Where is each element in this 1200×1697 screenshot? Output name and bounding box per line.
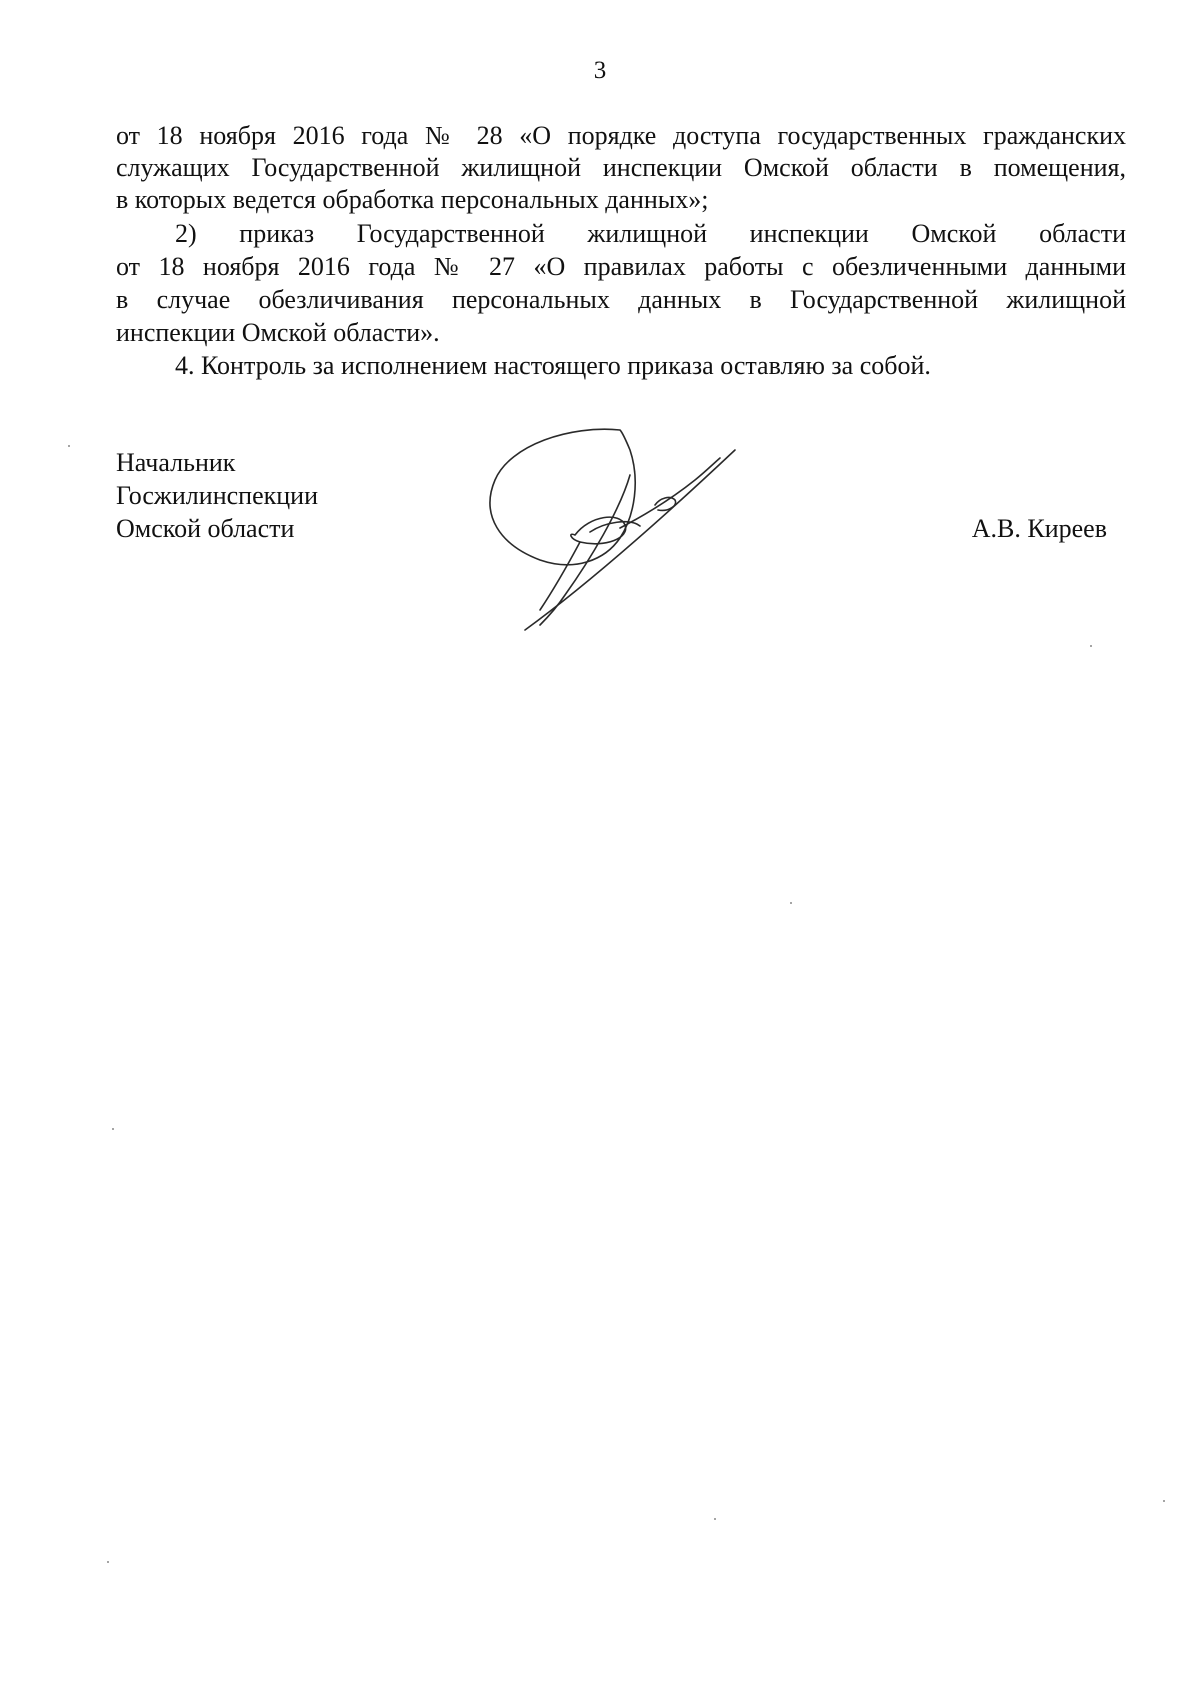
scan-speck [714, 1518, 716, 1520]
text-line: от 18 ноября 2016 года № 27 «О правилах работы с обезличенными данными [116, 252, 1126, 281]
text-line: служащих Государственной жилищной инспекции Омской области в помещения, [116, 153, 1126, 182]
signatory-position-line: Госжилинспекции [116, 481, 318, 510]
signatory-position-line: Начальник [116, 448, 236, 477]
scan-speck [1090, 645, 1092, 647]
text-line-item-4: 4. Контроль за исполнением настоящего приказа оставляю за собой. [175, 351, 931, 380]
signatory-position-line: Омской области [116, 514, 295, 543]
scan-speck [107, 1561, 109, 1563]
scan-speck [68, 445, 70, 447]
scan-speck [790, 902, 792, 904]
text-line-item-2: 2) приказ Государственной жилищной инспекции Омской области [175, 219, 1126, 248]
text-line: инспекции Омской области». [116, 318, 440, 347]
handwritten-signature-icon [480, 420, 780, 640]
signatory-position [116, 446, 318, 545]
text-line: от 18 ноября 2016 года № 28 «О порядке доступа государственных гражданских [116, 121, 1126, 150]
page-number: 3 [593, 57, 607, 84]
scan-speck [112, 1128, 114, 1130]
signatory-name: А.В. Киреев [971, 514, 1107, 543]
text-line: в случае обезличивания персональных данных в Государственной жилищной [116, 285, 1126, 314]
scan-speck [1163, 1500, 1165, 1502]
text-line: в которых ведется обработка персональных данных»; [116, 185, 709, 214]
